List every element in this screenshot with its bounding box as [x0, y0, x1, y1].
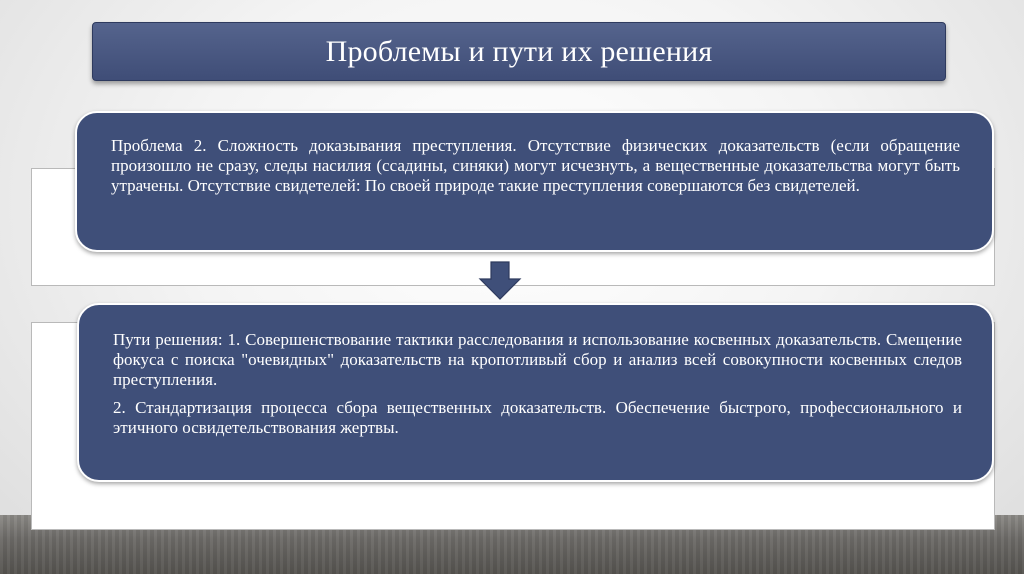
problem-text: Проблема 2. Сложность доказывания преступления. Отсутствие физических доказательств (если обращение произошло не сразу, следы насилия (ссадины, синяки) могут исчезнуть, а вещественные доказательства могут быть утрачены. Отсутствие свидетелей: По своей природе такие преступления совершаются без свидетелей.	[111, 136, 960, 195]
solutions-paragraph-2: 2. Стандартизация процесса сбора вещественных доказательств. Обеспечение быстрого, профессионального и этичного освидетельствования жертвы.	[113, 398, 962, 437]
solutions-box	[77, 303, 994, 482]
slide-title: Проблемы и пути их решения	[325, 34, 713, 68]
problem-box	[75, 111, 994, 252]
solutions-paragraph-1: Пути решения: 1. Совершенствование тактики расследования и использование косвенных доказательств. Смещение фокуса с поиска "очевидных" доказательств на кропотливый сбор и анализ всей совокупности косвенных следов преступления.	[113, 330, 962, 389]
down-arrow-icon	[478, 261, 522, 301]
slide-title-bar	[92, 22, 946, 81]
